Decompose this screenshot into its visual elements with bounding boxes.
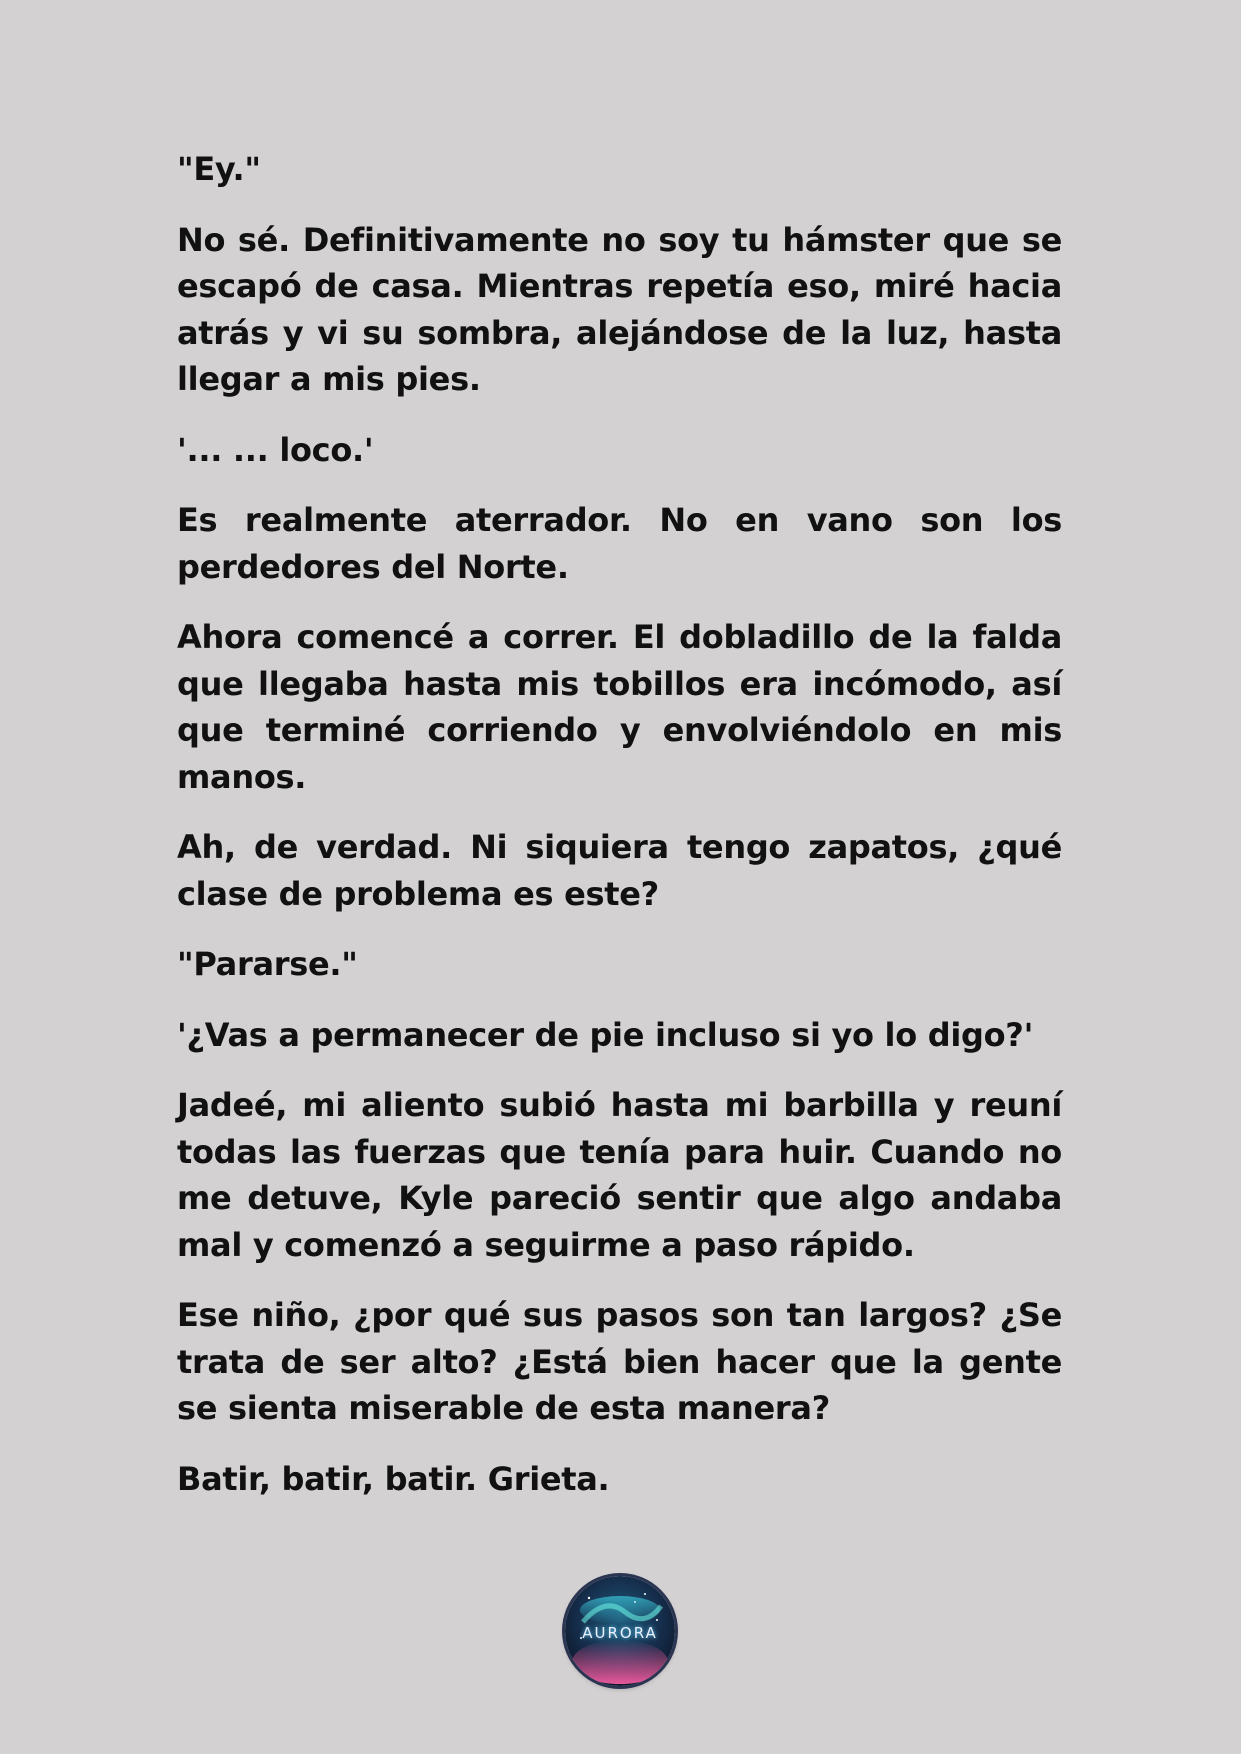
paragraph-4: Es realmente aterrador. No en vano son los perdedores del Norte. [177, 501, 1062, 586]
aurora-logo [565, 1576, 675, 1686]
paragraph-6: Ah, de verdad. Ni siquiera tengo zapatos, ¿qué clase de problema es este? [177, 828, 1062, 913]
paragraph-5: Ahora comencé a correr. El dobladillo de la falda que llegaba hasta mis tobillos era incómodo, así que terminé corriendo y envolviéndolo en mis manos. [177, 618, 1062, 796]
paragraph-1: "Ey." [177, 150, 261, 188]
paragraph-9: Jadeé, mi aliento subió hasta mi barbilla y reuní todas las fuerzas que tenía para huir. Cuando no me detuve, Kyle pareció sentir que algo andaba mal y comenzó a seguirme a paso rápido. [177, 1086, 1062, 1264]
paragraph-3: '... ... loco.' [177, 430, 374, 469]
paragraph-8: '¿Vas a permanecer de pie incluso si yo lo digo?' [177, 1015, 1034, 1054]
paragraph-7: "Pararse." [177, 945, 358, 983]
paragraph-2: No sé. Definitivamente no soy tu hámster que se escapó de casa. Mientras repetía eso, miré hacia atrás y vi su sombra, alejándose de la luz, hasta llegar a mis pies. [177, 220, 1062, 398]
paragraph-10: Ese niño, ¿por qué sus pasos son tan largos? ¿Se trata de ser alto? ¿Está bien hacer que la gente se sienta miserable de esta manera? [177, 1296, 1062, 1427]
aurora-logo-wordmark: AURORA [582, 1624, 658, 1642]
story-text [177, 146, 1062, 1526]
paragraph-11: Batir, batir, batir. Grieta. [177, 1459, 610, 1498]
